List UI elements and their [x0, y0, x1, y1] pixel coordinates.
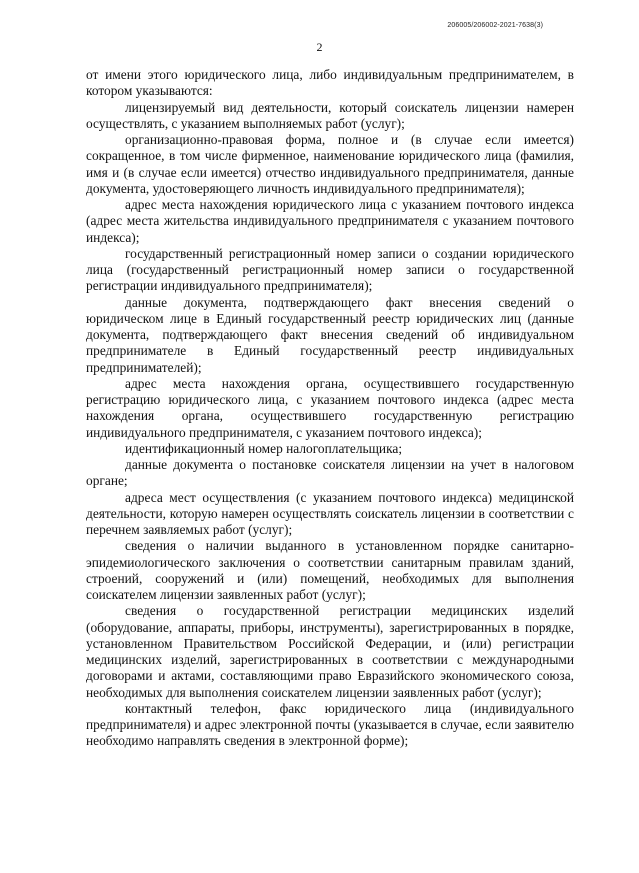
paragraph-taxpayer-id: идентификационный номер налогоплательщика; — [125, 440, 403, 456]
paragraph-registering-authority: адрес места нахождения органа, осуществившего государственную регистрацию юридического лица, с указанием почтового индекса (адрес места нахождения органа, осуществившего государственную регистрацию индивидуального предпринимателя, с указанием почтового индекса); — [86, 375, 574, 440]
paragraph-activity-addresses: адреса мест осуществления (с указанием почтового индекса) медицинской деятельности, которую намерен осуществлять соискатель лицензии в соответствии с перечнем заявляемых работ (услуг); — [86, 489, 574, 537]
paragraph-tax-registration: данные документа о постановке соискателя лицензии на учет в налоговом органе; — [86, 457, 574, 489]
paragraph-legal-form: организационно-правовая форма, полное и (в случае если имеется) сокращенное, в том числе фирменное, наименование юридического лица (фамилия, имя и (в случае если имеется) отчество индивидуального предпринимателя, данные документа, удостоверяющего личность индивидуального предпринимателя); — [86, 132, 574, 196]
paragraph-address: адрес места нахождения юридического лица с указанием почтового индекса (адрес места жительства индивидуального предпринимателя с указанием почтового индекса); — [86, 197, 574, 245]
paragraph-contact-info: контактный телефон, факс юридического лица (индивидуального предпринимателя) и адрес электронной почты (указывается в случае, если заявителю необходимо направлять сведения в электронной форме); — [86, 700, 574, 749]
paragraph-registration-number: государственный регистрационный номер записи о создании юридического лица (государственный регистрационный номер записи о государственной регистрации индивидуального предпринимателя); — [86, 245, 574, 294]
paragraph-sanitary-conclusion: сведения о наличии выданного в установленном порядке санитарно-эпидемиологического заключения о соответствии санитарным правилам зданий, строений, сооружений и (или) помещений, необходимых для выполнения соискателем лицензии заявленных работ (услуг); — [86, 538, 574, 602]
paragraph-medical-devices: сведения о государственной регистрации медицинских изделий (оборудование, аппараты, приборы, инструменты), зарегистрированных в порядке, установленном Правительством Российской Федерации, и (или) регистрации медицинских изделий, зарегистрированных в соответствии с международными договорами и актами, составляющими право Евразийского экономического союза, необходимых для выполнения соискателем лицензии заявленных работ (услуг); — [86, 603, 574, 700]
document-id: 206005/206002-2021-7638(3) — [447, 22, 543, 29]
paragraph-intro: от имени этого юридического лица, либо индивидуальным предпринимателем, в котором указываются: — [86, 67, 574, 99]
paragraph-licensed-activity: лицензируемый вид деятельности, который соискатель лицензии намерен осуществлять, с указанием выполняемых работ (услуг); — [86, 99, 574, 131]
page-number: 2 — [316, 40, 323, 54]
document-body — [86, 67, 574, 750]
paragraph-registry-document: данные документа, подтверждающего факт внесения сведений о юридическом лице в Единый государственный реестр юридических лиц (данные документа, подтверждающего факт внесения сведений об индивидуальном предпринимателе в Единый государственный реестр индивидуальных предпринимателей); — [86, 294, 574, 375]
